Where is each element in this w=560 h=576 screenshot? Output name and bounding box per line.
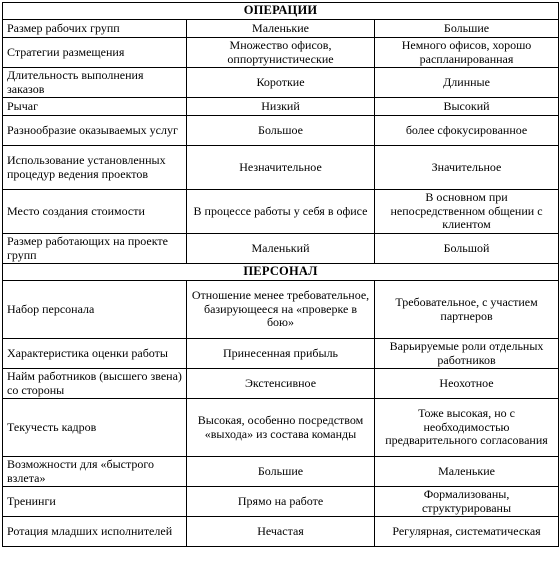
large-firm-value: Длинные: [375, 68, 559, 98]
large-firm-value: Большие: [375, 20, 559, 38]
row-label: Размер работающих на проекте групп: [3, 234, 187, 264]
table-row: [3, 20, 559, 38]
small-firm-value: Низкий: [187, 98, 375, 116]
section-title: ОПЕРАЦИИ: [3, 3, 559, 20]
row-label: Использование установленных процедур ведения проектов: [3, 146, 187, 190]
row-label: Длительность выполнения заказов: [3, 68, 187, 98]
large-firm-value: Варьируемые роли отдельных работников: [375, 339, 559, 369]
small-firm-value: Маленький: [187, 234, 375, 264]
large-firm-value: Регулярная, систематическая: [375, 517, 559, 547]
small-firm-value: Множество офисов, оппортунистические: [187, 38, 375, 68]
large-firm-value: Немного офисов, хорошо распланированная: [375, 38, 559, 68]
table-row: [3, 190, 559, 234]
small-firm-value: Большое: [187, 116, 375, 146]
table-row: [3, 68, 559, 98]
comparison-table-container: [2, 2, 558, 547]
large-firm-value: Маленькие: [375, 457, 559, 487]
table-row: [3, 116, 559, 146]
row-label: Размер рабочих групп: [3, 20, 187, 38]
small-firm-value: Принесенная прибыль: [187, 339, 375, 369]
section-header-row: [3, 264, 559, 281]
row-label: Тренинги: [3, 487, 187, 517]
large-firm-value: более сфокусированное: [375, 116, 559, 146]
table-row: [3, 457, 559, 487]
row-label: Возможности для «быстрого взлета»: [3, 457, 187, 487]
small-firm-value: В процессе работы у себя в офисе: [187, 190, 375, 234]
small-firm-value: Экстенсивное: [187, 369, 375, 399]
row-label: Рычаг: [3, 98, 187, 116]
row-label: Ротация младших исполнителей: [3, 517, 187, 547]
table-row: [3, 234, 559, 264]
row-label: Разнообразие оказываемых услуг: [3, 116, 187, 146]
large-firm-value: Формализованы, структурированы: [375, 487, 559, 517]
large-firm-value: Неохотное: [375, 369, 559, 399]
row-label: Текучесть кадров: [3, 399, 187, 457]
table-row: [3, 38, 559, 68]
row-label: Набор персонала: [3, 281, 187, 339]
small-firm-value: Короткие: [187, 68, 375, 98]
table-row: [3, 517, 559, 547]
comparison-table: [2, 2, 559, 547]
small-firm-value: Маленькие: [187, 20, 375, 38]
table-row: [3, 399, 559, 457]
table-row: [3, 281, 559, 339]
small-firm-value: Прямо на работе: [187, 487, 375, 517]
large-firm-value: В основном при непосредственном общении с клиентом: [375, 190, 559, 234]
row-label: Характеристика оценки работы: [3, 339, 187, 369]
small-firm-value: Незначительное: [187, 146, 375, 190]
row-label: Стратегии размещения: [3, 38, 187, 68]
large-firm-value: Тоже высокая, но с необходимостью предварительного согласования: [375, 399, 559, 457]
table-row: [3, 98, 559, 116]
small-firm-value: Нечастая: [187, 517, 375, 547]
large-firm-value: Требовательное, с участием партнеров: [375, 281, 559, 339]
table-row: [3, 146, 559, 190]
row-label: Найм работников (высшего звена) со стороны: [3, 369, 187, 399]
large-firm-value: Значительное: [375, 146, 559, 190]
small-firm-value: Большие: [187, 457, 375, 487]
section-title: ПЕРСОНАЛ: [3, 264, 559, 281]
large-firm-value: Большой: [375, 234, 559, 264]
small-firm-value: Отношение менее требовательное, базирующееся на «проверке в бою»: [187, 281, 375, 339]
row-label: Место создания стоимости: [3, 190, 187, 234]
table-row: [3, 369, 559, 399]
section-header-row: [3, 3, 559, 20]
small-firm-value: Высокая, особенно посредством «выхода» из состава команды: [187, 399, 375, 457]
table-row: [3, 487, 559, 517]
table-row: [3, 339, 559, 369]
large-firm-value: Высокий: [375, 98, 559, 116]
